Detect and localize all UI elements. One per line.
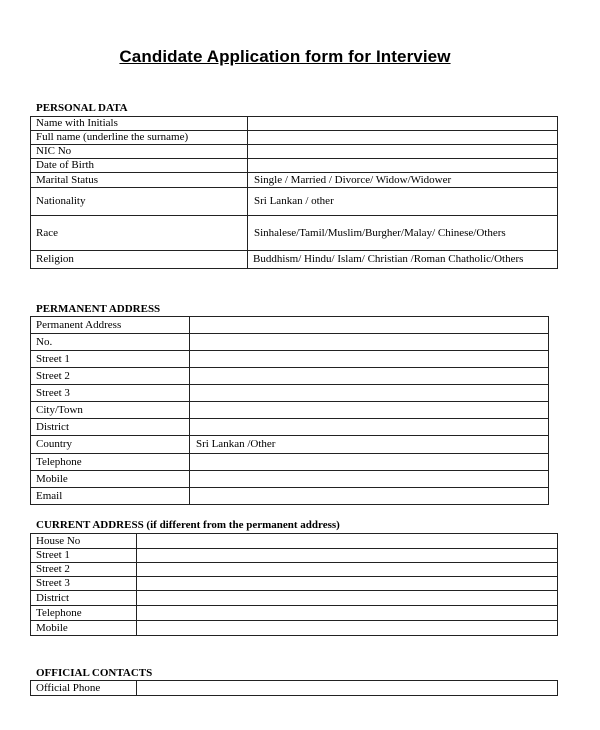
- field-label: Religion: [31, 251, 248, 269]
- nationality-field[interactable]: Sri Lankan / other: [248, 188, 558, 216]
- current-district-field[interactable]: [137, 591, 558, 606]
- permanent-no-field[interactable]: [190, 334, 549, 351]
- field-label: NIC No: [31, 145, 248, 159]
- table-row: [31, 534, 558, 549]
- table-row: [31, 216, 558, 251]
- current-street-3-field[interactable]: [137, 577, 558, 591]
- field-label: Street 1: [31, 549, 137, 563]
- table-row: [31, 251, 558, 269]
- table-row: [31, 334, 549, 351]
- field-label: District: [31, 419, 190, 436]
- personal-data-table: [30, 116, 558, 269]
- date-of-birth-field[interactable]: [248, 159, 558, 173]
- table-row: [31, 402, 549, 419]
- table-row: [31, 173, 558, 188]
- permanent-address-field[interactable]: [190, 317, 549, 334]
- current-street-1-field[interactable]: [137, 549, 558, 563]
- field-label: Email: [31, 488, 190, 505]
- table-row: [31, 188, 558, 216]
- full-name-field[interactable]: [248, 131, 558, 145]
- field-label: Street 1: [31, 351, 190, 368]
- current-address-heading: CURRENT ADDRESS (if different from the permanent address): [36, 519, 340, 531]
- field-label: Street 3: [31, 385, 190, 402]
- field-label: City/Town: [31, 402, 190, 419]
- name-with-initials-field[interactable]: [248, 117, 558, 131]
- field-label: Mobile: [31, 471, 190, 488]
- table-row: [31, 577, 558, 591]
- table-row: [31, 419, 549, 436]
- field-label: Marital Status: [31, 173, 248, 188]
- current-telephone-field[interactable]: [137, 606, 558, 621]
- permanent-country-field[interactable]: Sri Lankan /Other: [190, 436, 549, 454]
- table-row: [31, 681, 558, 696]
- field-label: Permanent Address: [31, 317, 190, 334]
- table-row: [31, 368, 549, 385]
- field-label: Mobile: [31, 621, 137, 636]
- table-row: [31, 454, 549, 471]
- table-row: [31, 591, 558, 606]
- nic-no-field[interactable]: [248, 145, 558, 159]
- table-row: [31, 385, 549, 402]
- permanent-street-1-field[interactable]: [190, 351, 549, 368]
- table-row: [31, 471, 549, 488]
- table-row: [31, 351, 549, 368]
- permanent-street-3-field[interactable]: [190, 385, 549, 402]
- table-row: [31, 131, 558, 145]
- field-label: Name with Initials: [31, 117, 248, 131]
- table-row: [31, 563, 558, 577]
- official-phone-field[interactable]: [137, 681, 558, 696]
- table-row: [31, 145, 558, 159]
- current-street-2-field[interactable]: [137, 563, 558, 577]
- marital-status-field[interactable]: Single / Married / Divorce/ Widow/Widower: [248, 173, 558, 188]
- permanent-email-field[interactable]: [190, 488, 549, 505]
- permanent-address-table: [30, 316, 549, 505]
- field-label: House No: [31, 534, 137, 549]
- field-label: Telephone: [31, 454, 190, 471]
- permanent-city-field[interactable]: [190, 402, 549, 419]
- field-label: Race: [31, 216, 248, 251]
- field-label: Telephone: [31, 606, 137, 621]
- current-mobile-field[interactable]: [137, 621, 558, 636]
- permanent-district-field[interactable]: [190, 419, 549, 436]
- field-label: Nationality: [31, 188, 248, 216]
- table-row: [31, 159, 558, 173]
- permanent-address-heading: PERMANENT ADDRESS: [36, 303, 161, 315]
- permanent-street-2-field[interactable]: [190, 368, 549, 385]
- field-label: Full name (underline the surname): [31, 131, 248, 145]
- current-address-table: [30, 533, 558, 636]
- table-row: [31, 117, 558, 131]
- field-label: Street 2: [31, 563, 137, 577]
- field-label: Country: [31, 436, 190, 454]
- field-label: Street 2: [31, 368, 190, 385]
- form-title: Candidate Application form for Interview: [119, 47, 451, 66]
- table-row: [31, 488, 549, 505]
- field-label: No.: [31, 334, 190, 351]
- table-row: [31, 317, 549, 334]
- religion-field[interactable]: Buddhism/ Hindu/ Islam/ Christian /Roman Chatholic/Others: [248, 251, 558, 269]
- field-label: Street 3: [31, 577, 137, 591]
- race-field[interactable]: Sinhalese/Tamil/Muslim/Burgher/Malay/ Chinese/Others: [248, 216, 558, 251]
- table-row: [31, 549, 558, 563]
- field-label: Official Phone: [31, 681, 137, 696]
- field-label: District: [31, 591, 137, 606]
- personal-data-heading: PERSONAL DATA: [36, 102, 128, 114]
- permanent-telephone-field[interactable]: [190, 454, 549, 471]
- current-house-no-field[interactable]: [137, 534, 558, 549]
- official-contacts-table: [30, 680, 558, 696]
- table-row: [31, 436, 549, 454]
- permanent-mobile-field[interactable]: [190, 471, 549, 488]
- table-row: [31, 606, 558, 621]
- field-label: Date of Birth: [31, 159, 248, 173]
- table-row: [31, 621, 558, 636]
- official-contacts-heading: OFFICIAL CONTACTS: [36, 667, 153, 679]
